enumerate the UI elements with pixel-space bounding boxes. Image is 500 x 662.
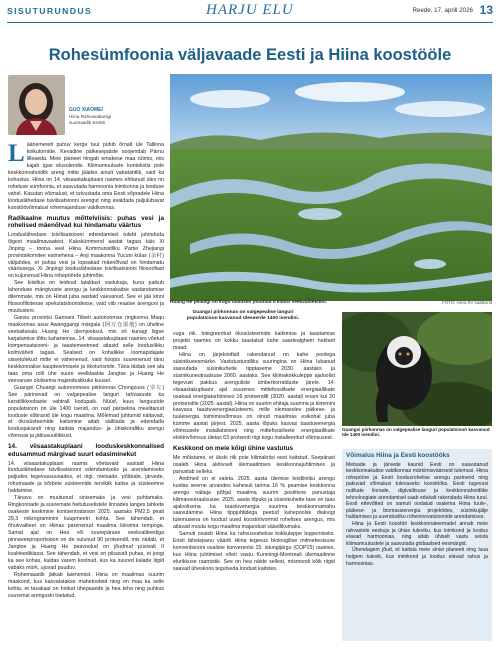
header-rule xyxy=(7,22,493,23)
sidebar-paragraph: Metsade ja järvede kaunid Eesti on saavutanud keskkonnakaitse valdkonnas märkimisväärseid tulemusi. Hiina rohepööre ja Eesti loodusrohelise arengu partnerid ning pakuvad võimalusi tulevaseks koostööks. Eesti tugevusi nutikate linnade, digivalitsuse ja keskkonnahoidlike tehnoloogiate arendamisel saab edukalt rakendada Hiina turul. Eesti ettevõtted on samuti oodatud osalema Hiina tuule-, päikese- ja biomassienergia projektides, süsinikujälje haldamises ja uuendusliku roheinnovatsioonide arendamises. xyxy=(346,461,488,521)
paragraph: Gansu provintsi Gannani Tiibeti autonoomse ringkonna Maqu maakonnas asuv Awanggangi märgala (阿万仓湿地) on üheline veekaitseala Huang He ülemjooksul, mis oli kunagi liigse karjatamise tõttu kahanemas. 14. viisaastakuplaani raames võetud kompensatsiooni- ja taastemeetmed aitasid selle looduslikku kolmväheti tagasi. Sealsed on kohalikke loomapidajate sissetulekud mitte ei vähenenud, vaid hoopis suurenenud tänu keskkonnalise kaupteerimisele ja ökoturismile. Täna täidab see ala taas oma rolli ühe suure veelklaabia Jangtse ja Huang He veevaruse olulisema majanduslikuks kuusel. xyxy=(8,315,164,384)
subheading-3: Keskkond on meie kõigi ühine vastutus xyxy=(173,445,294,453)
paragraph: vuga riik. Integreeritud ökosüsteemide kaitsmise ja taastamise projekti raames on kokku taastatud kahe saartealghem hektarit maad. xyxy=(173,331,335,351)
paragraph: See kiisitlus on leidnud laialdast vastukaja, kuna paikub lahenduse mängivuste arengu ja keskkonnakaitse vastandamise dilemmale, mis on Hiinat juba aastaid vaevanud. See ei jää kinni filosoofilistesse spekulatsioonidesse, vaid viib reaalse arenguni ja muutusteni. xyxy=(8,280,164,315)
author-portrait xyxy=(8,75,65,135)
subheading-1: Radikaalne muutus mõttelviisis: puhas vesi ja rohelised mäenõlvad kui hindamatu väärtus xyxy=(8,214,164,230)
photo-credit: FOTO: Hiina RV saatkond xyxy=(442,300,492,305)
monkey-caption-callout: Guangxi piirkonnas on valgepealise languri populatsioon kasvanud üleseerde 1400 isendini. xyxy=(186,310,300,321)
paragraph: Looduslähedase tsivilisatsiooni edendamisel tulebt juhinduda õigest maailmavaatest. Kakskümmend aastat tagasi käis Xi Jinping – toona veel Hiina Kommunistliku Partei Zhejiangi provintsikomitee esimehena – Anji maakonna Yucuni külas (余村) väljaõdes, et puhas vesi ja lopsakad mäenõlvad on hindamatu väärtusega. Xi Jinpingi looduslähedase tsivilisatsiooni filosoofiast on kujunenud Hiina rohepöörde juhtmõte. xyxy=(8,231,164,280)
river-landscape-photo xyxy=(170,74,492,301)
drop-cap: L xyxy=(8,142,25,167)
sidebar-paragraph: Hiina ja Eesti koostöö keskkonnateemadel annab meie rahvastele eeskuju ja ühise tuleviku, kus inimkond ja loodus elavad harmoonias, ning aitab ühiselt vastu seista kliimamuutustele ja saavutada globaalsed eesmärgid. xyxy=(346,520,488,547)
author-name: GUO XIAOMEI xyxy=(69,107,103,113)
article-column-2 xyxy=(173,331,335,654)
paragraph: Me mõistame, et ükski riik pole kliimakriisi eest kaitstud. Seepärast osaleb Hiina aktiivselt ülemaailmses keskkonnajuhtimises ja panustab selleks. xyxy=(173,454,335,475)
article-column-1 xyxy=(8,142,164,654)
paragraph: Guangxi Chuangi autonoomses piirkonnas Chongzuos (崇左) See pärinevad on valgepealise languri tahvasuste ka karstilikkoobaste vahtrall kodupaik. Nüüd, kuus languuride populatsioon on üle 1400 isendi, on nad päriselina meelitanud looduste sõbrasid üle kogu maailma. Mõlemad juhtumid näitavad, et ökosüsteemide kaitsmine aitab säilitada ja edendada looduspärandi ning kaitsta majandus- ja ühiskondliku arengu võimsusi ja jätkusuutlikkust. xyxy=(8,384,164,440)
paragraph: Tänavu on muutunud sinisemaks ja vesi puhtamaks. Ringkonnade ja suuremate heitutuselistele linnades langes tahkete osakeste keskmine kontsentratsioon 2025. aastaks PM2,5 pealt 29,3 mikrogrammini kuupmeetri kohta. See tähendab, et õhukvaliteet on Hiinas parenenud maailma kiireima tempoga. Samal ajal on Hea või suurepärase veekvaliteediga pinnaveeproportsioon on de oulunud 90 protsendil, mis näitab, et Jangtse ja Huang He peavoolud on jõudnud püsivalt II kvaliteediklassi. See tähendab, et vesi on piisavalt puhas, et joogi ka see kohas, kuidas varem koolnud, kus ka suured kalade liigid vabaks mürk, ujuvad puuduv. xyxy=(8,495,164,571)
article-intro xyxy=(8,142,164,212)
subheading-2: 14. viisaastakuplaani looduskeskkonnalised edusammud märgivad suurt edasiminekut xyxy=(8,443,164,458)
sidebar-title: Võimalus Hiina ja Eesti koostööks xyxy=(346,452,450,459)
paragraph: Rohemaastik jätkab laienemist. Hiina on maailmas suurim maakond, kus kasvatatakse mahetooteid ning on maa ka selle kohta, et tasakaal on hoitud ühepaaride ja hea teha ning puhkus suuremal arenguski toetatud. xyxy=(8,571,164,599)
article-headline: Rohesümfoonia väljavaade Eesti ja Hiina koostööle xyxy=(48,46,452,64)
author-role: Hiina Rahvavabariigi suursaadik Eestis xyxy=(69,114,112,125)
paragraph: 14. viisaastakuplaani raamis võetavaid aastaid Hiina looduslähedase tsivilisatsiooni edendamiseks ja arendamiseks paljudes tegevussuunades, et riigi, metsade, põldude, järvede, rohumaade ja kõrbete süsteemide terviklik kaitse ja süsteemne haldamine. xyxy=(8,460,164,495)
newspaper-masthead: HARJU ELU xyxy=(206,2,294,18)
paragraph: Samuti osaleb Hiina ka rahvusvahelise kokkuleppe leppemiseks. Eristi tähelepanu väärib Hiina tegevus bioloogilise mitmekesisuse konventsiooni osaliste konverentsi 15. istungijärgu (COP15) raames, kus Hiina juhtimisel võeti vastu Kunmingi-Montreali ülemaailmne elurikkuse raamistik. See on hea näide sellest, mismoodi kõik riigid saavad üheskoos tegutseda loodust kaitstes. xyxy=(173,531,335,573)
intro-text: äänemerelt puhuv kerge tuul pühib õrnalt üle Tallinna kirikutornide. Kevadine päikesepaiste soojendab Pärnu lilleaeda. Meie planeet hingab emakese maa rütmis, mis kajab igas elusolendis. Kliimamuutuste kontekstis pole keskkonnahoidlik areng mitte jäädes ainult vabatahtlik, vaid ka kohustus. Hiina on 14. viisaastakuplaani raames ehitanud üles nn roheluse sümfoonia, et saavutada harmoonia inimkonna ja looduse vahel. Kasutan võimalust, et tutvustada oma Eesti sõpradele Hiina looduslähedase tsivilisatsiooni arengut ning avaldada paljulubavat koostöövõimalusi rohemajanduse valdkonnas. xyxy=(8,142,164,211)
monkey-photo xyxy=(342,312,492,426)
page-header xyxy=(0,0,500,22)
monkey-photo-caption: Guangxi piirkonnas on valgepealise languri populatsioon kasvanud üle 1400 isendini. xyxy=(342,427,490,437)
paragraph: Andmed on ei valeta. 2025. aasta ülemise teistlinliku arengu kuidas seerne arvandes kahesuli tarima 16 % peamise keskkonna arengu näitaja põhjal maailma suurim positiivne panustaja kliimaneutraalsusse. 2025. aasta lõpuks ja süsinikuheite tase on taas ajaloolisena ka taastuvenergia suurima keskkonnamahu saavutamine. Hiina tippjuhtidega peetud kahepoolse dialoogi tulemusena on loodud uued koostöövormid rohelises arengus, mis aitavad muuta kogu maailma majandust säästlikumaks. xyxy=(173,475,335,531)
photo-caption: Huang He peaülgi on kogu ulatuses jõudnud II klassi veekvaliteedini. xyxy=(170,300,327,305)
page-number: 13 xyxy=(479,3,493,17)
paragraph: Hiina on järjekindlalt rakendanud nn kahe poolega süsinikueesmärke. Vastutustundliku suuringina on Hiina lubanud saavutada süsinikuheite tipptaseme 2030. aastaks ja süsinikuneutraalsuse 2060. aastaks. See kliimakokkuleppe ajaloolist tegevust pakkus arenguliste ümberkorralduste järele. 14. viisaastakuplaani ajal suurenes mittefossiilsete energiaallikate osakaal energiatarbimises 16 protsendilt (2020. aastal) enam kui 20 protsendile (2025. aastal). Hiina on suurim ehitaja suurima ja kiiremini kasvava taastuvenergiasüsteemi, mille olemasolev päikese- ja tuulenergia toimimisvõimsus on olnud maailmas esikohal juba kümme aastat järjest. 2025. aasta lõpuks kasvas taastuvenergia võimsusele installatsiooni ning mittefossiilsete energiaallikate elektrivõimsus ületas 63 protsenti riigi kogu installeeritud võimsusest. xyxy=(173,351,335,442)
sidebar-paragraph: Ühendagem jõud, et kaitsta meie sinist planeeti ning luua helgem tulevik, kus inimkond ja loodus elavad rahus ja harmoonias. xyxy=(346,547,488,567)
issue-date: Reede, 17. aprill 2026 xyxy=(412,7,473,14)
section-label: SISUTURUNDUS xyxy=(7,6,93,16)
sidebar-box xyxy=(342,449,492,641)
